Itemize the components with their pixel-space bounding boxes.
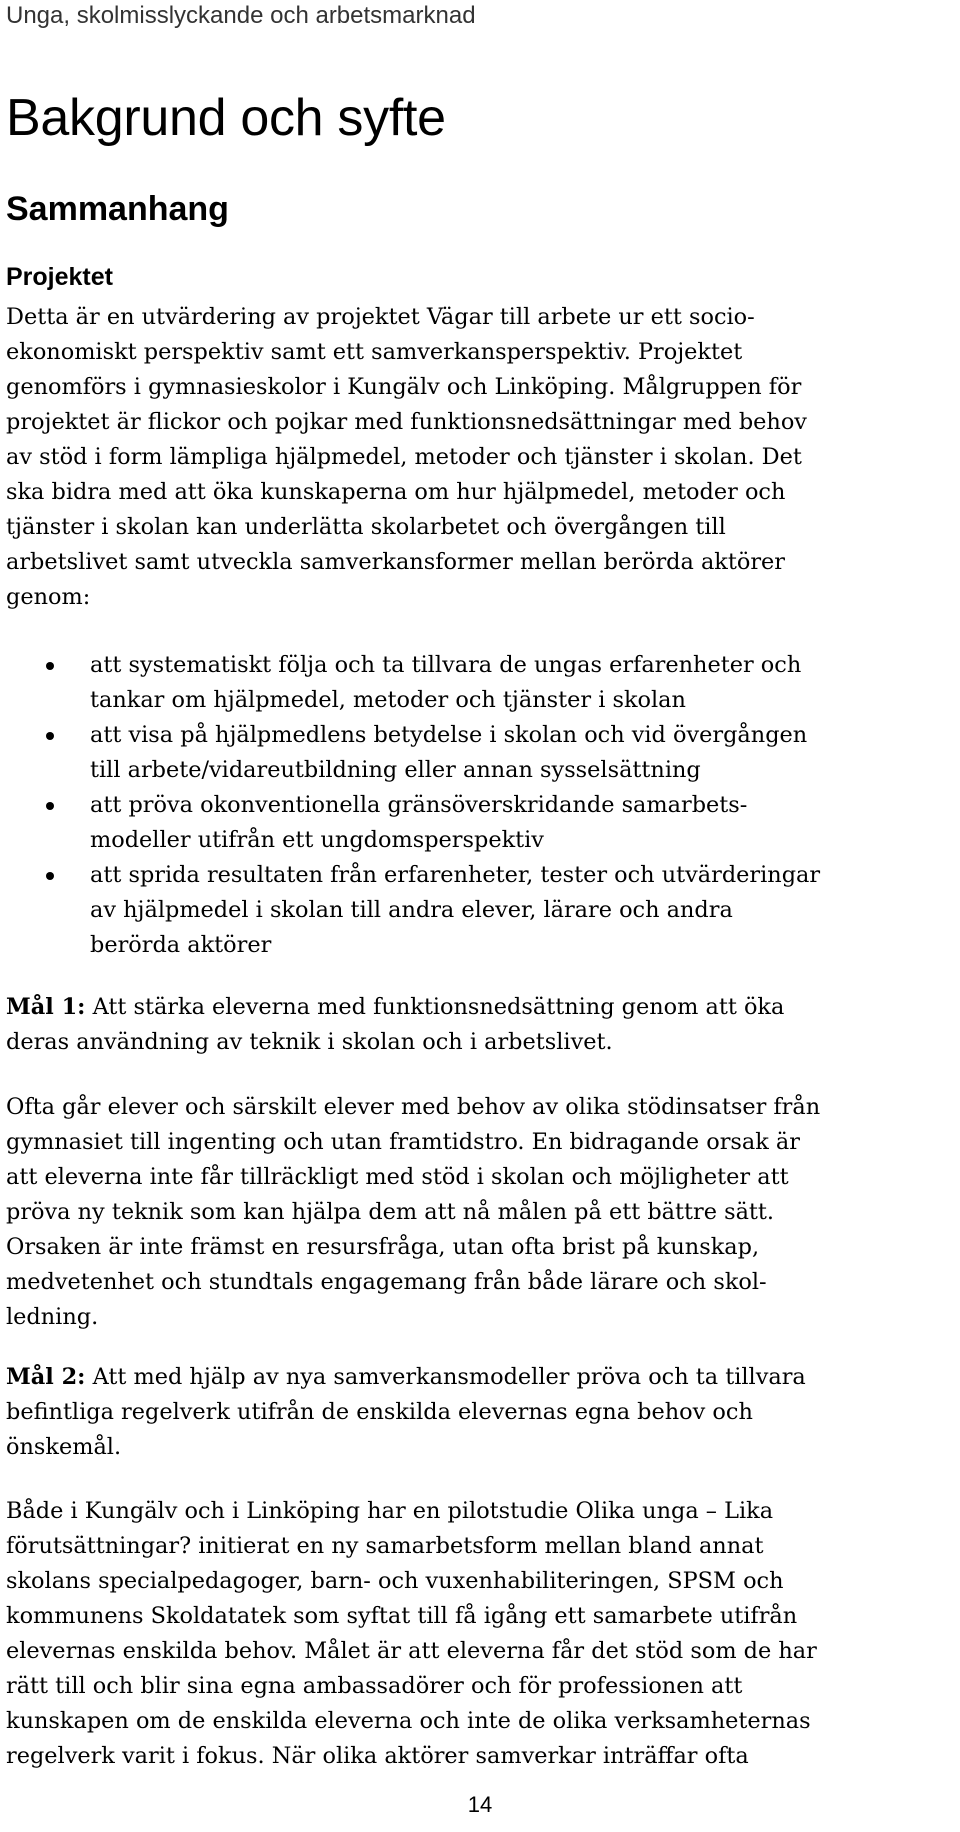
page-number: 14 xyxy=(467,1792,493,1817)
text-line: berörda aktörer xyxy=(90,932,272,958)
text-line: medvetenhet och stundtals engagemang från både lärare och skol- xyxy=(6,1269,767,1295)
text-line: att eleverna inte får tillräckligt med stöd i skolan och möjligheter att xyxy=(6,1164,789,1190)
text-line xyxy=(6,990,956,1025)
text-line: att sprida resultaten från erfarenheter, tester och utvärderingar xyxy=(90,862,821,888)
text-line: deras användning av teknik i skolan och i arbetslivet. xyxy=(6,1029,613,1055)
section-title: Bakgrund och syfte xyxy=(6,89,446,147)
running-header: Unga, skolmisslyckande och arbetsmarknad xyxy=(6,2,476,29)
text-line: Orsaken är inte främst en resursfråga, utan ofta brist på kunskap, xyxy=(6,1234,760,1260)
goal-label: Mål 2: xyxy=(6,1364,86,1390)
subsection-title: Sammanhang xyxy=(6,190,229,228)
goal-text: Att stärka eleverna med funktionsnedsättning genom att öka xyxy=(85,994,785,1020)
text-line: gymnasiet till ingenting och utan framtidstro. En bidragande orsak är xyxy=(6,1129,800,1155)
text-line: genomförs i gymnasieskolor i Kungälv och Linköping. Målgruppen för xyxy=(6,374,802,400)
list-item xyxy=(0,788,956,858)
bullet-icon xyxy=(46,732,54,740)
paragraph-3 xyxy=(6,1494,956,1774)
subsubsection-title: Projektet xyxy=(6,263,113,291)
paragraph-2 xyxy=(6,1090,956,1335)
text-line: rätt till och blir sina egna ambassadörer och för professionen att xyxy=(6,1673,743,1699)
text-line: Både i Kungälv och i Linköping har en pilotstudie Olika unga – Lika xyxy=(6,1498,774,1524)
text-line: modeller utifrån ett ungdomsperspektiv xyxy=(90,827,544,853)
text-line: av hjälpmedel i skolan till andra elever, lärare och andra xyxy=(90,897,733,923)
text-line: pröva ny teknik som kan hjälpa dem att nå målen på ett bättre sätt. xyxy=(6,1199,775,1225)
text-line: kunskapen om de enskilda eleverna och inte de olika verksamheternas xyxy=(6,1708,811,1734)
text-line xyxy=(6,1360,956,1395)
text-line: arbetslivet samt utveckla samverkansformer mellan berörda aktörer xyxy=(6,549,785,575)
text-line: till arbete/vidareutbildning eller annan sysselsättning xyxy=(90,757,701,783)
text-line: önskemål. xyxy=(6,1434,122,1460)
bullet-icon xyxy=(46,802,54,810)
text-line: ekonomiskt perspektiv samt ett samverkansperspektiv. Projektet xyxy=(6,339,743,365)
intro-paragraph xyxy=(6,300,956,615)
text-line: ledning. xyxy=(6,1304,99,1330)
text-line: kommunens Skoldatatek som syftat till få igång ett samarbete utifrån xyxy=(6,1603,798,1629)
bullet-icon xyxy=(46,662,54,670)
text-line: att systematiskt följa och ta tillvara de ungas erfarenheter och xyxy=(90,652,802,678)
text-line: tjänster i skolan kan underlätta skolarbetet och övergången till xyxy=(6,514,726,540)
text-line: att visa på hjälpmedlens betydelse i skolan och vid övergången xyxy=(90,722,808,748)
text-line: genom: xyxy=(6,584,91,610)
text-line: Ofta går elever och särskilt elever med behov av olika stödinsatser från xyxy=(6,1094,821,1120)
text-line: av stöd i form lämpliga hjälpmedel, metoder och tjänster i skolan. Det xyxy=(6,444,802,470)
text-line: Detta är en utvärdering av projektet Vägar till arbete ur ett socio- xyxy=(6,304,755,330)
goal-1-paragraph xyxy=(6,990,956,1060)
text-line: ska bidra med att öka kunskaperna om hur hjälpmedel, metoder och xyxy=(6,479,786,505)
goal-2-paragraph xyxy=(6,1360,956,1465)
text-line: regelverk varit i fokus. När olika aktörer samverkar inträffar ofta xyxy=(6,1743,749,1769)
text-line: elevernas enskilda behov. Målet är att eleverna får det stöd som de har xyxy=(6,1638,817,1664)
text-line: skolans specialpedagoger, barn- och vuxenhabiliteringen, SPSM och xyxy=(6,1568,784,1594)
text-line: förutsättningar? initierat en ny samarbetsform mellan bland annat xyxy=(6,1533,764,1559)
bullet-list xyxy=(0,648,956,963)
goal-text: Att med hjälp av nya samverkansmodeller pröva och ta tillvara xyxy=(85,1364,806,1390)
text-line: befintliga regelverk utifrån de enskilda elevernas egna behov och xyxy=(6,1399,753,1425)
bullet-icon xyxy=(46,872,54,880)
text-line: projektet är flickor och pojkar med funktionsnedsättningar med behov xyxy=(6,409,807,435)
goal-label: Mål 1: xyxy=(6,994,86,1020)
list-item xyxy=(0,858,956,963)
text-line: tankar om hjälpmedel, metoder och tjänster i skolan xyxy=(90,687,686,713)
list-item xyxy=(0,648,956,718)
text-line: att pröva okonventionella gränsöverskridande samarbets- xyxy=(90,792,748,818)
list-item xyxy=(0,718,956,788)
